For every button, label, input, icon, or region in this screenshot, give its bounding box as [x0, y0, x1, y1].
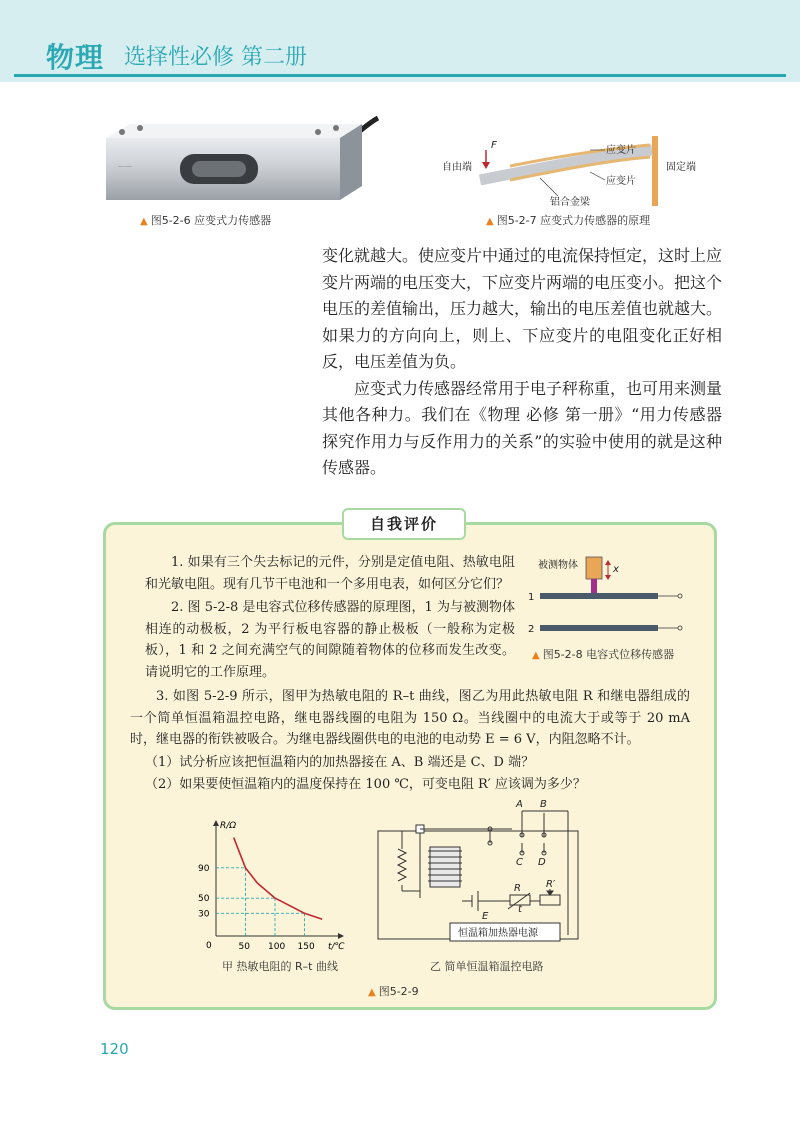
triangle-marker-icon: ▲ [368, 987, 376, 998]
y-axis-label: R/Ω [220, 821, 237, 831]
figure-5-2-7-caption [486, 212, 650, 228]
label-force: F [491, 140, 497, 151]
question-3: 3. 如图 5-2-9 所示，图甲为热敏电阻的 R–t 曲线，图乙为用此热敏电阻 R 和继电器组成的一个简单恒温箱温控电路，继电器线圈的电阻为 150 Ω。当线圈中的电流大于或等于 20 mA 时，继电器的衔铁被吸合。为继电器线圈供电的电池的电动势 E = 6 V，内阻忽略不计。 [130, 689, 690, 747]
triangle-marker-icon: ▲ [140, 216, 148, 227]
x-tick-label: 50 [238, 942, 250, 952]
caption-text: 图5-2-8 电容式位移传感器 [542, 648, 675, 661]
label-fixed-end: 固定端 [666, 162, 696, 173]
y-axis-arrow-icon [213, 820, 219, 826]
paragraph-2: 应变式力传感器经常用于电子秤称重，也可用来测量其他各种力。我们在《物理 必修 第一册》“用力传感器探究作用力与反作用力的关系”的实验中使用的就是这种传感器。 [322, 378, 723, 477]
series-line [234, 838, 323, 920]
heater-label: 恒温箱加热器电源 [458, 928, 538, 939]
page-header [0, 0, 800, 82]
body-text [322, 243, 722, 482]
y-tick-label: 50 [198, 894, 210, 905]
header-rule [14, 74, 786, 77]
svg-text:——: —— [118, 162, 132, 170]
figure-5-2-8-caption [532, 646, 674, 662]
label-R: R [514, 883, 521, 894]
figure-5-2-6-load-cell [100, 110, 380, 210]
label-B: B [540, 799, 547, 810]
label-plate-2: 2 [528, 624, 535, 635]
page-number: 120 [100, 1040, 129, 1058]
figure-5-2-9-caption [368, 983, 419, 999]
label-gauge-bottom: 应变片 [606, 176, 636, 187]
label-gauge-top: 应变片 [606, 145, 636, 156]
triangle-marker-icon: ▲ [486, 216, 494, 227]
label-C: C [516, 857, 523, 868]
figure-5-2-6-caption [140, 212, 271, 228]
label-object: 被测物体 [538, 560, 578, 571]
paragraph-1: 变化就越大。使应变片中通过的电流保持恒定，这时上应变片两端的电压变大，下应变片两端的电压变小。把这个电压的差值输出，压力越大，输出的电压差值也就越大。如果力的方向向上，则上、下应变片的电阻变化正好相反，电压差值为负。 [322, 246, 723, 371]
label-plate-1: 1 [528, 592, 535, 603]
question-3-part-1: （1）试分析应该把恒温箱内的加热器接在 A、B 端还是 C、D 端？ [145, 755, 535, 770]
question-1: 1. 如果有三个失去标记的元件，分别是定值电阻、热敏电阻和光敏电阻。现有几节干电池和一个多用电表，如何区分它们？ [145, 555, 515, 592]
y-tick-label: 30 [198, 909, 210, 920]
caption-text: 图5-2-6 应变式力传感器 [150, 214, 272, 227]
label-beam: 铝合金梁 [550, 197, 590, 208]
header-title-main: 物理 [46, 41, 105, 74]
figure-5-2-9b-caption: 乙 简单恒温箱温控电路 [430, 960, 544, 973]
figure-5-2-7-strain-principle [440, 132, 720, 210]
x-axis-label: t/℃ [328, 942, 345, 952]
label-free-end: 自由端 [442, 162, 472, 173]
figure-5-2-9-rt-chart [190, 818, 350, 953]
figure-5-2-9-circuit [372, 799, 587, 948]
question-2: 2. 图 5-2-8 是电容式位移传感器的原理图，1 为与被测物体相连的动极板，2 为平行板电容器的静止极板（一般称为定极板），1 和 2 之间充满空气的间隙随着物体的位移而发生改变。请说明它的工作原理。 [145, 600, 515, 680]
figure-5-2-8-capacitor-sensor [530, 552, 700, 644]
label-R-prime: R′ [546, 879, 556, 890]
header-title-sub: 选择性必修 第二册 [124, 45, 307, 70]
label-A: A [516, 799, 523, 810]
label-E: E [482, 911, 489, 922]
x-axis-arrow-icon [338, 933, 344, 939]
self-eval-title: 自我评价 [342, 508, 466, 540]
figure-5-2-9a-caption: 甲 热敏电阻的 R–t 曲线 [222, 960, 338, 973]
label-D: D [538, 857, 546, 868]
label-t: t [518, 904, 522, 915]
y-tick-label: 90 [198, 863, 210, 874]
origin-label: 0 [206, 941, 212, 951]
caption-text: 图5-2-7 应变式力传感器的原理 [496, 214, 651, 227]
x-tick-label: 150 [297, 942, 315, 952]
question-3-part-2: （2）如果要使恒温箱内的温度保持在 100 ℃，可变电阻 R′ 应该调为多少？ [145, 777, 586, 792]
caption-text: 图5-2-9 [378, 985, 419, 998]
label-x: x [613, 564, 619, 575]
triangle-marker-icon: ▲ [532, 650, 540, 661]
x-tick-label: 100 [268, 942, 286, 952]
